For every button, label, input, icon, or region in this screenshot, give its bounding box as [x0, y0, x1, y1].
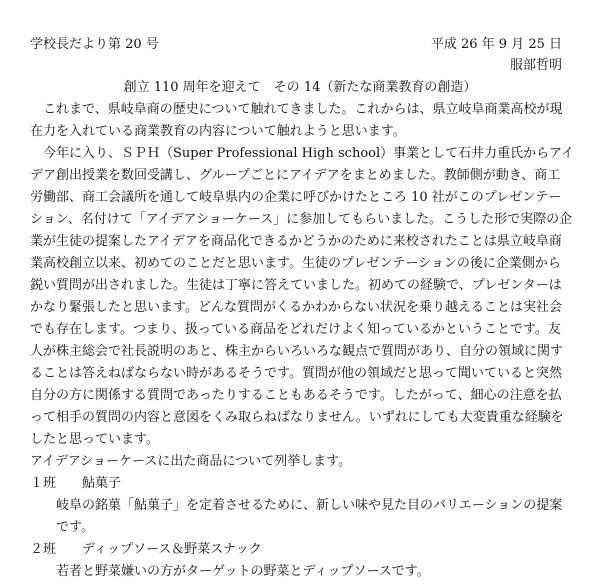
- body-line: って相手の質問の内容と意図をくみ取らねばなりません。いずれにしても大変貴重な経験を: [30, 410, 564, 425]
- body-line: でも存在します。つまり、扱っている商品をどれだけよく知っているかということです。友: [30, 322, 561, 337]
- body-line: デア創出授業を数回受講し、グループごとにアイデアをまとめました。教師側が動き、商工: [30, 168, 561, 183]
- body-line: 岐阜の銘菓「鮎菓子」を定着させるために、新しい味や見た目のバリエーションの提案: [30, 498, 563, 513]
- body-line: これまで、県岐阜商の歴史について触れてきました。これからは、県立岐阜商業高校が現: [30, 102, 563, 117]
- body-line: アイデアショーケースに出た商品について列挙します。: [30, 454, 352, 469]
- body-line: ション、名付けて「アイデアショーケース」に参加してもらいました。こうした形で実際の企: [30, 212, 573, 227]
- body-line: 今年に入り、ＳＰＨ（Super Professional High school）事業として石井力重氏からアイ: [30, 146, 574, 161]
- document-date: 平成 26 年 9 月 25 日: [430, 37, 562, 52]
- body-line: したと思っています。: [30, 432, 159, 447]
- body-line: 鋭い質問が出されました。生徒は丁寧に答えていました。初めての経験で、プレゼンターは: [30, 278, 562, 293]
- body-line: 労働部、商工会議所を通して岐阜県内の企業に呼びかけたところ 10 社がこのプレゼンテー: [30, 190, 562, 205]
- body-line: です。: [30, 520, 94, 535]
- body-line: １班 鮎菓子: [30, 476, 122, 491]
- body-line: 人が株主総会で社長説明のあと、株主からいろいろな観点で質問があり、自分の領域に関す: [30, 344, 564, 359]
- body-line: 在力を入れている商業教育の内容について触れようと思います。: [30, 124, 406, 139]
- newsletter-number: 学校長だより第 20 号: [30, 37, 159, 52]
- document-title: 創立 110 周年を迎えて その 14（新たな商業教育の創造）: [123, 80, 477, 95]
- body-line: 自分の方に関係する質問であったりすることもあるそうです。したがって、細心の注意を払: [30, 388, 562, 403]
- body-line: 若者と野菜嫌いの方がターゲットの野菜とディップソースです。: [30, 564, 430, 579]
- body-line: 業が生徒の提案したアイデアを商品化できるかどうかのために来校されたことは県立岐阜商: [30, 234, 562, 249]
- body-line: かなり緊張したと思います。どんな質問がくるかわからない状況を乗り越えることは実社会: [30, 300, 562, 315]
- body-line: ることは答えねばならない時があるそうです。質問が他の領域だと思って聞いていると突然: [30, 366, 562, 381]
- body-line: 業高校創立以来、初めてのことだと思います。生徒のプレゼンテーションの後に企業側から: [30, 256, 561, 271]
- author-name: 服部哲明: [509, 58, 562, 73]
- body-line: ２班 ディップソース＆野菜スナック: [30, 542, 262, 557]
